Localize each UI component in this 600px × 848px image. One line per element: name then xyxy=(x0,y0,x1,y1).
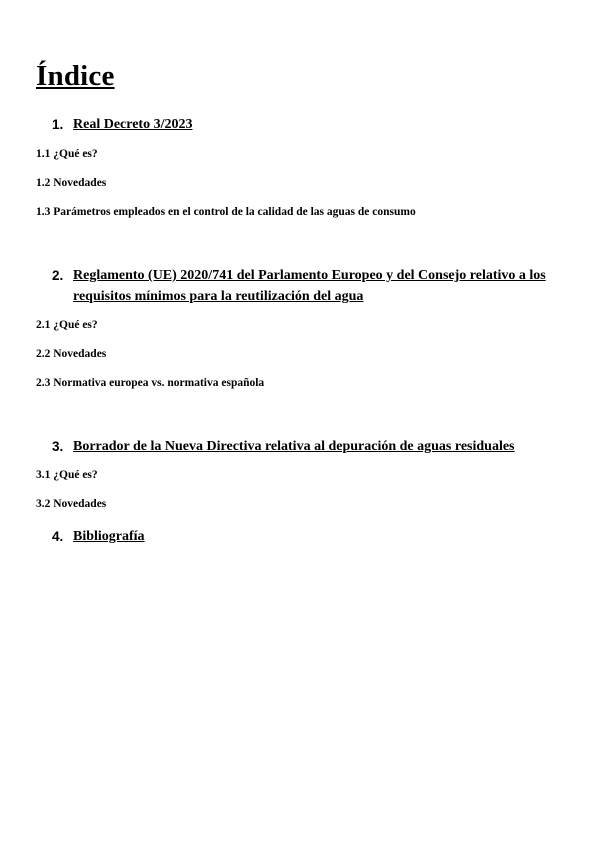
toc-subsection-2-2[interactable]: 2.2 Novedades xyxy=(36,348,107,360)
section-number: 4. xyxy=(52,529,64,544)
toc-subsection-1-1[interactable]: 1.1 ¿Qué es? xyxy=(36,148,98,160)
section-title[interactable]: Reglamento (UE) 2020/741 del Parlamento Europeo y del Consejo relativo a los requisitos mínimos para la reutilización del agua xyxy=(73,268,546,304)
toc-subsection-2-1[interactable]: 2.1 ¿Qué es? xyxy=(36,319,98,331)
section-title[interactable]: Real Decreto 3/2023 xyxy=(73,117,193,132)
section-title[interactable]: Bibliografía xyxy=(73,529,145,544)
toc-section-4[interactable] xyxy=(52,526,572,547)
section-number: 3. xyxy=(52,439,64,454)
page-title: Índice xyxy=(36,60,115,92)
toc-subsection-3-1[interactable]: 3.1 ¿Qué es? xyxy=(36,469,98,481)
toc-subsection-1-3[interactable]: 1.3 Parámetros empleados en el control de la calidad de las aguas de consumo xyxy=(36,206,416,218)
section-number: 1. xyxy=(52,117,64,132)
section-number: 2. xyxy=(52,268,64,283)
toc-subsection-1-2[interactable]: 1.2 Novedades xyxy=(36,177,107,189)
toc-section-3[interactable] xyxy=(52,436,572,457)
section-title[interactable]: Borrador de la Nueva Directiva relativa al depuración de aguas residuales xyxy=(73,439,515,454)
toc-section-2[interactable] xyxy=(52,265,572,307)
toc-subsection-2-3[interactable]: 2.3 Normativa europea vs. normativa española xyxy=(36,377,265,389)
toc-section-1[interactable] xyxy=(52,114,572,135)
toc-subsection-3-2[interactable]: 3.2 Novedades xyxy=(36,498,107,510)
